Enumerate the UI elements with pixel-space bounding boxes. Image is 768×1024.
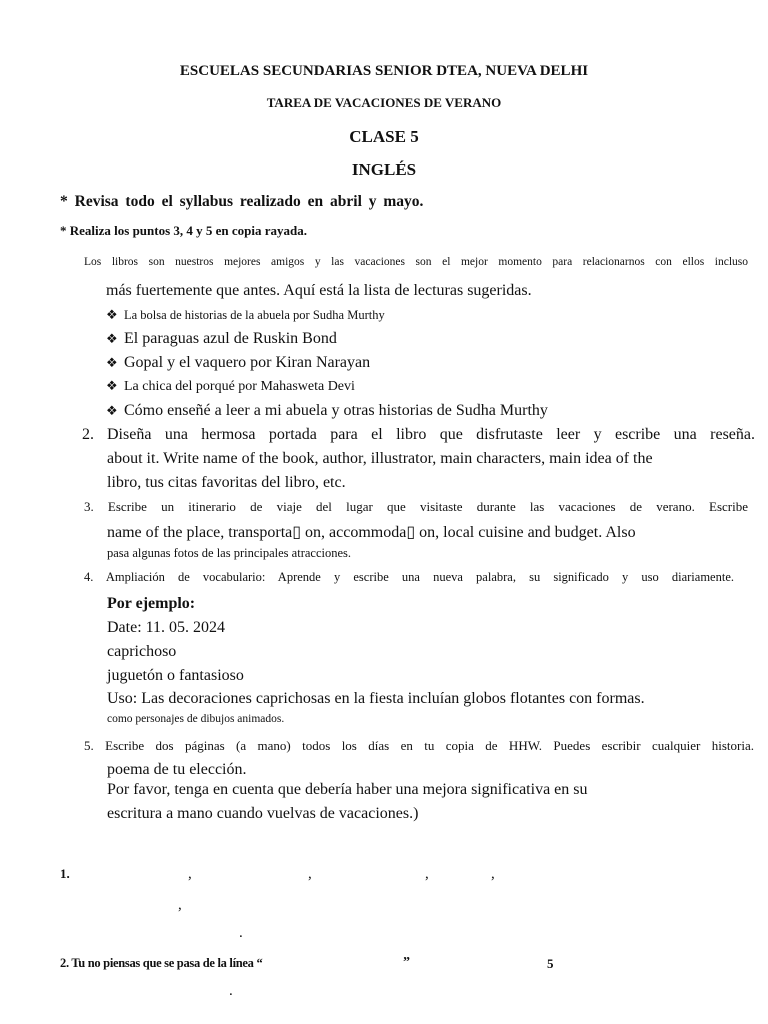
question2-text: 2. Tu no piensas que se pasa de la línea “ xyxy=(60,956,263,970)
question2-number: 5 xyxy=(547,956,554,971)
book-title: La bolsa de historias de la abuela por Sudha Murthy xyxy=(124,308,385,322)
item5-line1: 5. Escribe dos páginas (a mano) todos los días en tu copia de HHW. Puedes escribir cualquier historia. xyxy=(84,738,754,753)
question1-comma: , xyxy=(178,897,182,913)
item3-line2: name of the place, transporta▯ on, accommoda▯ on, local cuisine and budget. Also xyxy=(107,524,636,541)
subject-title: INGLÉS xyxy=(351,160,417,179)
note-revise-syllabus: * Revisa todo el syllabus realizado en abril y mayo. xyxy=(60,193,424,210)
question1-comma: , xyxy=(188,866,192,882)
example-usage: Uso: Las decoraciones caprichosas en la fiesta incluían globos flotantes con formas. xyxy=(107,690,645,707)
bullet-icon: ❖ xyxy=(106,307,118,322)
question1-period: . xyxy=(239,925,243,941)
item2-line3: libro, tus citas favoritas del libro, etc. xyxy=(107,474,346,491)
bullet-icon: ❖ xyxy=(106,331,118,346)
question1-comma: , xyxy=(308,866,312,882)
item1-intro-line2: más fuertemente que antes. Aquí está la lista de lecturas sugeridas. xyxy=(106,282,532,299)
question1-comma: , xyxy=(425,866,429,882)
school-name: ESCUELAS SECUNDARIAS SENIOR DTEA, NUEVA DELHI xyxy=(179,63,589,79)
item2-number: 2. xyxy=(82,426,94,443)
item5-line3: Por favor, tenga en cuenta que debería haber una mejora significativa en su xyxy=(107,781,588,798)
bullet-icon: ❖ xyxy=(106,355,118,370)
item2-line1: Diseña una hermosa portada para el libro que disfrutaste leer y escribe una reseña. xyxy=(107,426,755,443)
assignment-title: TAREA DE VACACIONES DE VERANO xyxy=(266,95,502,110)
book-list-item xyxy=(106,330,337,348)
book-list-item xyxy=(106,378,355,395)
book-list-item xyxy=(106,354,370,372)
note-ruled-copy: * Realiza los puntos 3, 4 y 5 en copia rayada. xyxy=(60,223,308,238)
example-usage-cont: como personajes de dibujos animados. xyxy=(107,713,285,725)
book-title: El paraguas azul de Ruskin Bond xyxy=(124,330,337,347)
question2-period: . xyxy=(229,983,233,999)
question1-number: 1. xyxy=(60,866,70,881)
book-list-item xyxy=(106,307,385,323)
book-title: Gopal y el vaquero por Kiran Narayan xyxy=(124,354,371,371)
book-list-item xyxy=(106,402,548,420)
item3-line1: 3. Escribe un itinerario de viaje del lugar que visitaste durante las vacaciones de verano. Escribe xyxy=(84,499,748,514)
example-meaning: juguetón o fantasioso xyxy=(107,667,244,684)
bullet-icon: ❖ xyxy=(106,378,118,393)
item1-intro-line1: Los libros son nuestros mejores amigos y las vacaciones son el mejor momento para relacionarnos con ellos incluso xyxy=(84,256,748,268)
book-title: La chica del porqué por Mahasweta Devi xyxy=(124,379,355,394)
bullet-icon: ❖ xyxy=(106,403,118,418)
question2-close-quote: ” xyxy=(403,955,410,970)
item5-line4: escritura a mano cuando vuelvas de vacaciones.) xyxy=(107,805,419,822)
item2-line2: about it. Write name of the book, author, illustrator, main characters, main idea of the xyxy=(107,450,653,467)
example-word: caprichoso xyxy=(107,643,177,660)
book-title: Cómo enseñé a leer a mi abuela y otras historias de Sudha Murthy xyxy=(124,402,548,419)
item3-line3: pasa algunas fotos de las principales atracciones. xyxy=(107,546,352,560)
class-title: CLASE 5 xyxy=(349,127,419,146)
question1-comma: , xyxy=(491,866,495,882)
item4-line1: 4. Ampliación de vocabulario: Aprende y escribe una nueva palabra, su significado y uso diariamente. xyxy=(84,570,734,584)
example-date: Date: 11. 05. 2024 xyxy=(107,619,226,636)
item5-line2: poema de tu elección. xyxy=(107,761,247,778)
example-label: Por ejemplo: xyxy=(107,595,196,612)
